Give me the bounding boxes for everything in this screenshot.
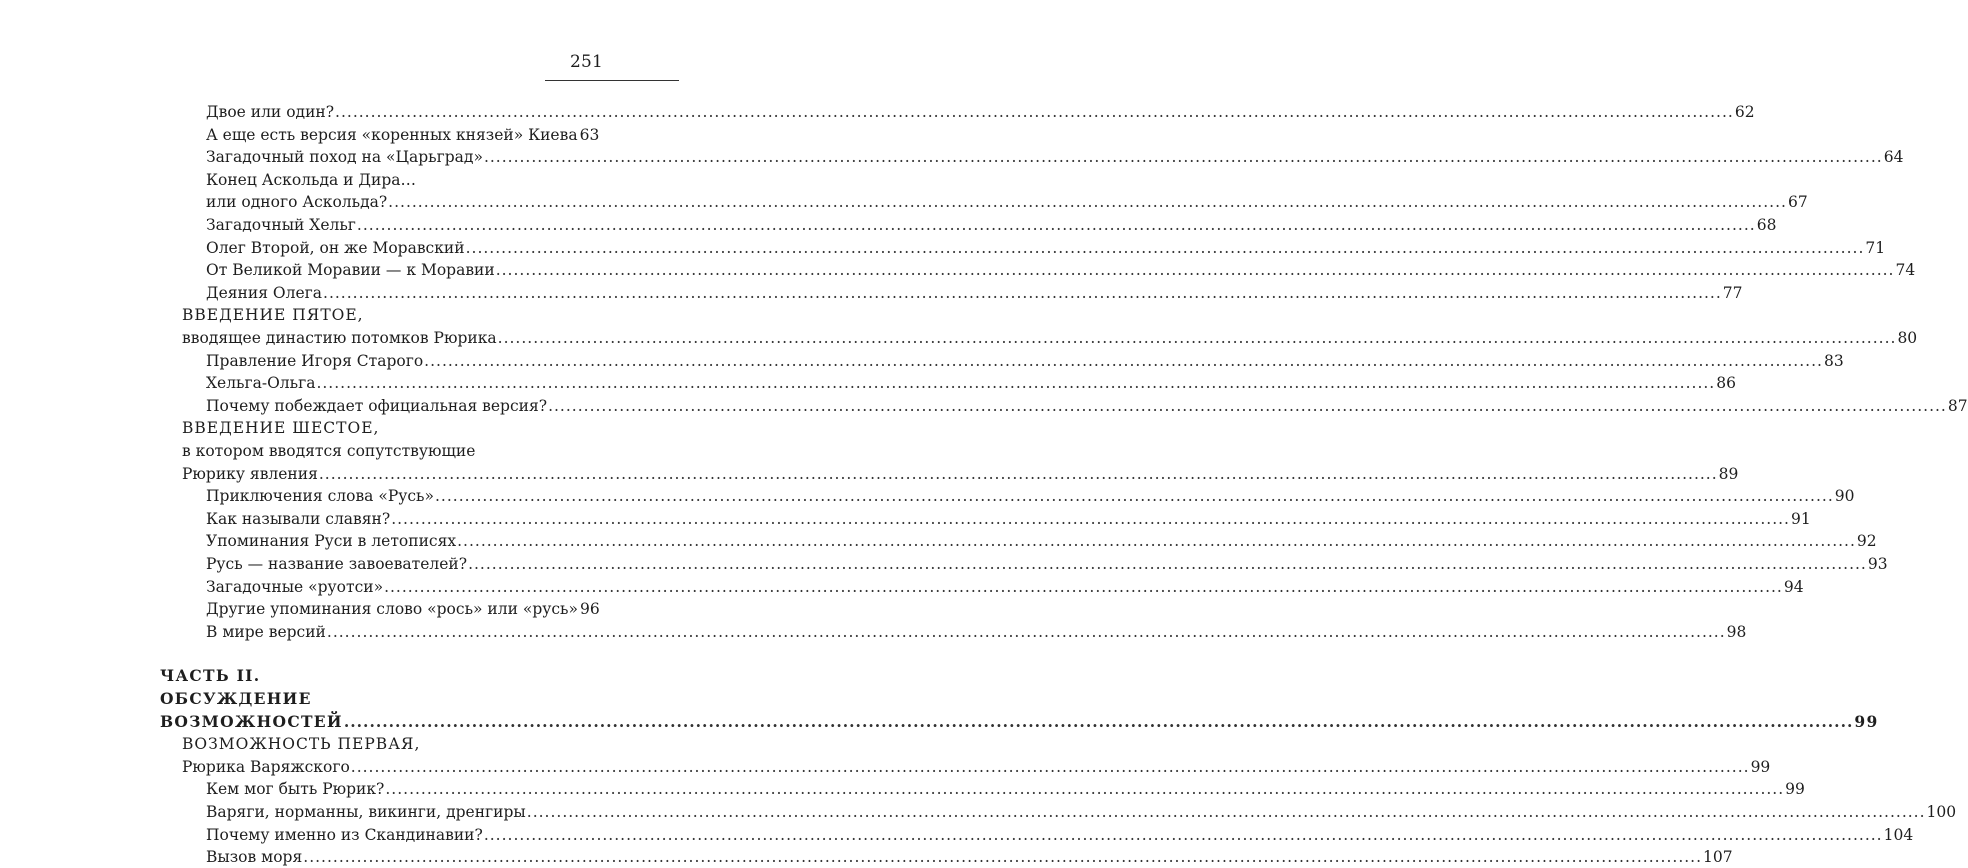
toc-entry xyxy=(206,101,1755,123)
toc-entry-title: ВОЗМОЖНОСТЬ ПЕРВАЯ, xyxy=(182,735,421,753)
toc-entry-title: Почему побеждает официальная версия? xyxy=(206,397,548,415)
toc-leader-dots xyxy=(316,372,1715,394)
toc-entry xyxy=(206,395,1968,417)
toc-entry-title: Деяния Олега xyxy=(206,284,323,302)
toc-leader-dots xyxy=(323,282,1722,304)
toc-entry xyxy=(182,756,1771,778)
toc-entry-title: Русь — название завоевателей? xyxy=(206,555,468,573)
toc-entry-title: Рюрику явления xyxy=(182,465,318,483)
toc-entry xyxy=(206,259,1916,281)
toc-leader-dots xyxy=(484,146,1883,168)
toc-entry-page: 99 xyxy=(1854,712,1879,731)
toc-entry-title: Конец Аскольда и Дира… xyxy=(206,171,417,189)
toc-entry xyxy=(206,485,1855,507)
toc-entry-title: Упоминания Руси в летописях xyxy=(206,532,457,550)
toc-leader-dots xyxy=(424,350,1823,372)
toc-entry-title: В мире версий xyxy=(206,623,326,641)
toc-entry xyxy=(206,282,1743,304)
toc-entry-title: или одного Аскольда? xyxy=(206,193,388,211)
toc-leader-dots xyxy=(468,553,1867,575)
toc-entry-page: 71 xyxy=(1865,239,1886,257)
toc-entry-page: 98 xyxy=(1726,623,1747,641)
page-number: 251 xyxy=(570,52,604,72)
toc-leader-dots xyxy=(484,824,1883,846)
toc-entry-page: 89 xyxy=(1718,465,1739,483)
toc-entry xyxy=(206,553,1888,575)
toc-entry xyxy=(160,665,580,687)
toc-entry-title: Кем мог быть Рюрик? xyxy=(206,780,385,798)
toc-entry-page: 87 xyxy=(1947,397,1968,415)
toc-leader-dots xyxy=(391,508,1790,530)
toc-leader-dots xyxy=(435,485,1834,507)
toc-entry-title: А еще есть версия «коренных князей» Киева xyxy=(206,126,578,144)
toc-entry xyxy=(206,778,1805,800)
toc-entry xyxy=(206,508,1811,530)
toc-entry xyxy=(206,824,1914,846)
toc-entry-title: ВОЗМОЖНОСТЕЙ xyxy=(160,712,343,731)
toc-entry-page: 96 xyxy=(579,600,600,618)
toc-leader-dots xyxy=(384,576,1783,598)
toc-entry-title: Загадочные «руотси» xyxy=(206,578,384,596)
toc-leader-dots xyxy=(344,711,1854,733)
toc-entry xyxy=(206,124,600,146)
toc-entry-title: Как называли славян? xyxy=(206,510,391,528)
toc-leader-dots xyxy=(498,327,1897,349)
toc-entry-page: 90 xyxy=(1834,487,1855,505)
toc-leader-dots xyxy=(303,846,1702,868)
toc-entry-title: в котором вводятся сопутствующие xyxy=(182,442,476,460)
toc-entry-page: 67 xyxy=(1787,193,1808,211)
toc-leader-dots xyxy=(496,259,1895,281)
toc-entry-title: Другие упоминания слово «рось» или «русь» xyxy=(206,600,578,618)
toc-entry-title: Загадочный Хельг xyxy=(206,216,356,234)
toc-entry-title: Загадочный поход на «Царьград» xyxy=(206,148,483,166)
toc-entry xyxy=(206,598,600,620)
toc-entry-title: Вызов моря xyxy=(206,848,303,866)
toc-entry xyxy=(206,530,1877,552)
toc-entry-page: 100 xyxy=(1926,803,1957,821)
toc-entry xyxy=(182,304,580,326)
toc-entry-title: ЧАСТЬ II. xyxy=(160,666,261,685)
toc-leader-dots xyxy=(466,237,1865,259)
toc-entry-page: 80 xyxy=(1897,329,1918,347)
toc-leader-dots xyxy=(319,463,1718,485)
toc-entry-title: вводящее династию потомков Рюрика xyxy=(182,329,497,347)
toc-leader-dots xyxy=(357,214,1756,236)
toc-entry-title: Правление Игоря Старого xyxy=(206,352,424,370)
toc-entry xyxy=(182,463,1739,485)
toc-leader-dots xyxy=(457,530,1856,552)
toc-entry-page: 63 xyxy=(579,126,600,144)
toc-entry xyxy=(182,440,580,462)
toc-entry-title: Приключения слова «Русь» xyxy=(206,487,434,505)
toc-entry-page: 86 xyxy=(1716,374,1736,392)
toc-entry-page: 107 xyxy=(1703,848,1733,866)
toc-entry-page: 77 xyxy=(1722,284,1743,302)
toc-entry-title: Почему именно из Скандинавии? xyxy=(206,826,483,844)
toc-entry-title: Рюрика Варяжского xyxy=(182,758,350,776)
toc-entry-page: 92 xyxy=(1856,532,1877,550)
toc-entry xyxy=(182,327,1918,349)
toc-entry xyxy=(206,350,1844,372)
toc-entry-page: 62 xyxy=(1734,103,1755,121)
toc-entry-page: 99 xyxy=(1750,758,1771,776)
toc-entry xyxy=(206,237,1886,259)
toc-entry-page: 94 xyxy=(1783,578,1804,596)
toc-leader-dots xyxy=(388,191,1787,213)
toc-entry-title: Олег Второй, он же Моравский xyxy=(206,239,465,257)
toc-entry-page: 68 xyxy=(1756,216,1777,234)
toc-entry-page: 99 xyxy=(1785,780,1805,798)
toc-leader-dots xyxy=(351,756,1750,778)
toc-entry-page: 74 xyxy=(1895,261,1916,279)
toc-leader-dots xyxy=(548,395,1947,417)
toc-entry-title: ВВЕДЕНИЕ ШЕСТОЕ, xyxy=(182,419,380,437)
toc-entry-title: ОБСУЖДЕНИЕ xyxy=(160,689,312,708)
toc-entry xyxy=(206,372,1736,394)
toc-entry xyxy=(206,801,1957,823)
toc-entry-title: Двое или один? xyxy=(206,103,335,121)
toc-entry xyxy=(206,214,1777,236)
toc-entry xyxy=(206,576,1804,598)
toc-entry xyxy=(206,846,1733,868)
toc-entry xyxy=(160,688,580,710)
toc-entry-page: 83 xyxy=(1823,352,1844,370)
toc-entry-page: 93 xyxy=(1867,555,1888,573)
toc-leader-dots xyxy=(335,101,1734,123)
toc-leader-dots xyxy=(527,801,1926,823)
toc-entry xyxy=(160,711,1879,733)
toc-entry-title: ВВЕДЕНИЕ ПЯТОЕ, xyxy=(182,306,364,324)
toc-entry xyxy=(206,169,580,191)
toc-entry-page: 64 xyxy=(1883,148,1904,166)
toc-entry xyxy=(206,146,1904,168)
toc-entry-title: Хельга-Ольга xyxy=(206,374,316,392)
toc-entry xyxy=(206,191,1808,213)
toc-leader-dots xyxy=(327,621,1726,643)
toc-entry-title: От Великой Моравии — к Моравии xyxy=(206,261,495,279)
toc-entry xyxy=(206,621,1747,643)
toc-leader-dots xyxy=(385,778,1784,800)
toc-entry-page: 104 xyxy=(1883,826,1914,844)
toc-entry-title: Варяги, норманны, викинги, дренгиры xyxy=(206,803,526,821)
toc-entry xyxy=(182,417,580,439)
toc-entry xyxy=(182,733,580,755)
toc-entry-page: 91 xyxy=(1790,510,1811,528)
